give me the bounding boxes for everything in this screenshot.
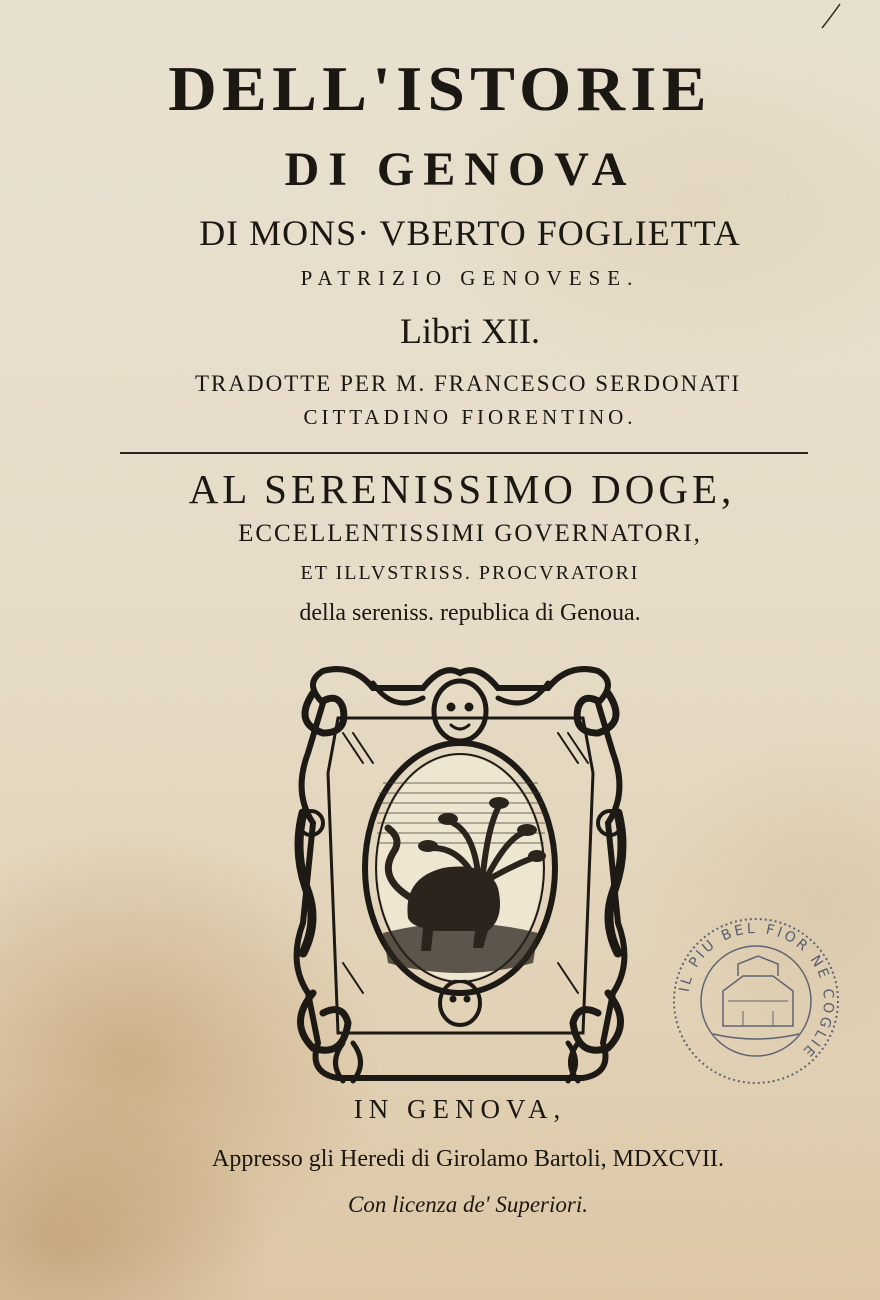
translator-origin-line: CITTADINO FIORENTINO. <box>303 405 637 429</box>
horizontal-rule <box>120 452 808 454</box>
stamp-legend: IL PIU BEL FIOR NE COGLIE <box>676 920 837 1062</box>
imprint-license: Con licenza de' Superiori. <box>347 1192 588 1217</box>
books-count-line: Libri XII. <box>400 311 540 351</box>
title-line-1: DELL'ISTORIE <box>168 53 712 124</box>
dedication-line-4: della sereniss. republica di Genoua. <box>299 600 641 626</box>
title-line-2: DI GENOVA <box>284 143 636 196</box>
imprint-place: IN GENOVA, <box>353 1094 567 1124</box>
library-stamp <box>668 916 844 1086</box>
author-origin-line: PATRIZIO GENOVESE. <box>300 266 640 290</box>
dedication-line-2: ECCELLENTISSIMI GOVERNATORI, <box>238 520 702 547</box>
pen-mark <box>820 0 860 30</box>
imprint-printer: Appresso gli Heredi di Girolamo Bartoli, MDXCVII. <box>212 1146 724 1172</box>
printers-device-woodcut <box>283 663 638 1085</box>
author-line: DI MONS· VBERTO FOGLIETTA <box>199 213 741 253</box>
dedication-line-3: ET ILLVSTRISS. PROCVRATORI <box>300 562 640 584</box>
dedication-line-1: AL SERENISSIMO DOGE, <box>188 466 736 512</box>
translator-line: TRADOTTE PER M. FRANCESCO SERDONATI <box>194 371 741 396</box>
